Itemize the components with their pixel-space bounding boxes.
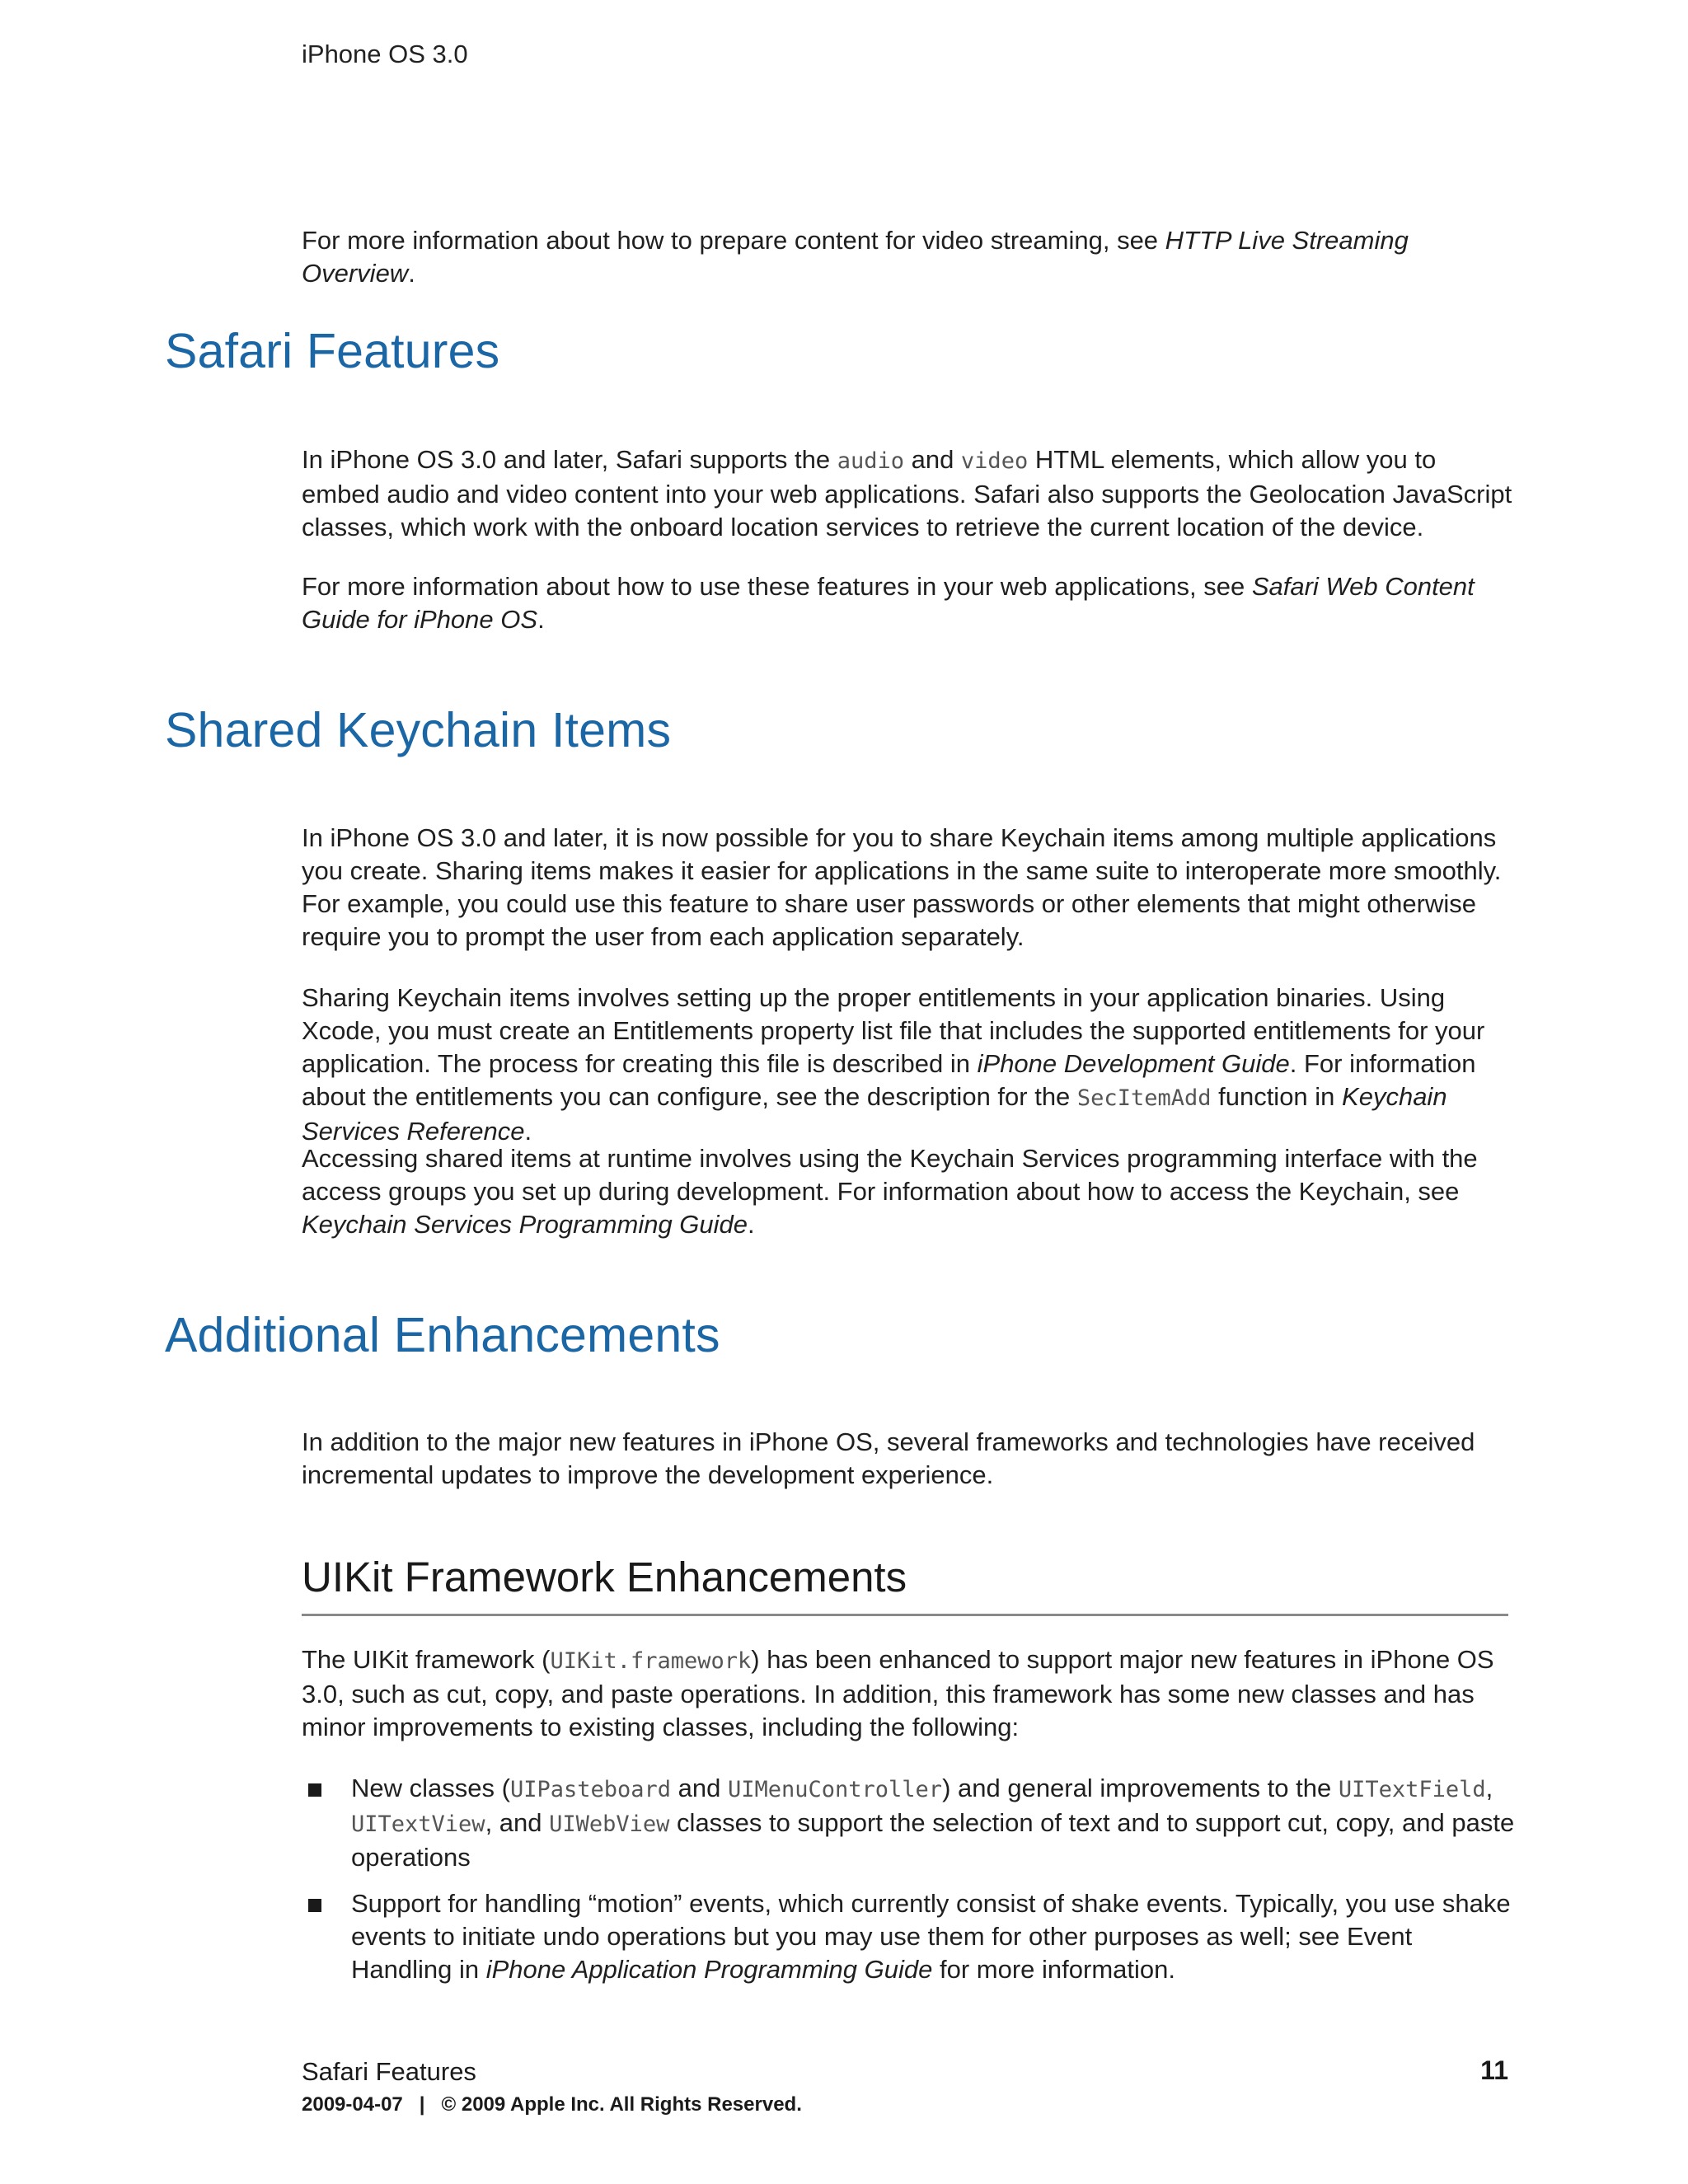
keychain-ref: Keychain Services Reference xyxy=(302,1082,1447,1146)
footer-section-name: Safari Features xyxy=(302,2057,476,2086)
code-uikit-framework: UIKit.framework xyxy=(550,1648,752,1674)
page-number: 11 xyxy=(1480,2055,1508,2085)
safari-guide-ref: Safari Web Content Guide for iPhone OS xyxy=(302,572,1475,634)
additional-paragraph-1: In addition to the major new features in iPhone OS, several frameworks and technologies have received incremental updates to improve the development experience. xyxy=(302,1427,1475,1489)
safari-paragraph-2: For more information about how to use these features in your web applications, see Safari Web Content Guide for iPhone OS. xyxy=(302,572,1475,634)
code-uipasteboard: UIPasteboard xyxy=(509,1777,672,1802)
keychain-paragraph-2: Sharing Keychain items involves setting up the proper entitlements in your application binaries. Using Xcode, you must create an Entitlements property list file that includes the supported entitlements for your application. The process for creating this file is described in iPhone Development Guide. For information about the entitlements you can configure, see the description for the SecItemAdd function in Keychain Services Reference. xyxy=(302,983,1485,1146)
section-title-keychain: Shared Keychain Items xyxy=(165,703,672,757)
uikit-paragraph-1: The UIKit framework (UIKit.framework) has been enhanced to support major new features in iPhone OS 3.0, such as cut, copy, and paste operations. In addition, this framework has some new classes and has minor improvements to existing classes, including the following: xyxy=(302,1645,1494,1741)
uikit-bullet-1: New classes (UIPasteboard and UIMenuController) and general improvements to the UITextField, UITextView, and UIWebView classes to support the selection of text and to support cut, copy, and paste operations xyxy=(351,1774,1515,1872)
bullet-marker xyxy=(308,1899,321,1912)
intro-paragraph: For more information about how to prepare content for video streaming, see HTTP Live Streaming Overview. xyxy=(302,226,1409,288)
footer-copyright: 2009-04-07 | © 2009 Apple Inc. All Rights Reserved. xyxy=(302,2093,802,2116)
running-header: iPhone OS 3.0 xyxy=(302,40,468,68)
streaming-guide-ref: HTTP Live Streaming Overview xyxy=(302,226,1409,288)
keychain-paragraph-3: Accessing shared items at runtime involves using the Keychain Services programming interface with the access groups you set up during development. For information about how to access the Keychain, see Keychain Services Programming Guide. xyxy=(302,1144,1478,1239)
dev-guide-ref: iPhone Development Guide xyxy=(977,1049,1290,1078)
section-title-additional: Additional Enhancements xyxy=(165,1308,720,1362)
subsection-rule xyxy=(302,1614,1508,1616)
keychain-programming-guide-ref: Keychain Services Programming Guide xyxy=(302,1210,748,1239)
code-uimenucontroller: UIMenuController xyxy=(727,1777,943,1802)
code-video: video xyxy=(960,448,1029,474)
bullet-marker xyxy=(308,1783,321,1797)
section-title-safari: Safari Features xyxy=(165,324,500,378)
code-uiwebview: UIWebView xyxy=(549,1811,670,1837)
subsection-title-uikit: UIKit Framework Enhancements xyxy=(302,1554,907,1601)
code-uitextview: UITextView xyxy=(351,1811,485,1837)
app-programming-guide-ref: iPhone Application Programming Guide xyxy=(485,1955,933,1984)
code-uitextfield: UITextField xyxy=(1338,1777,1486,1802)
keychain-paragraph-1: In iPhone OS 3.0 and later, it is now possible for you to share Keychain items among multiple applications you create. Sharing items makes it easier for applications in the same suite to interoperate more smoothly. For example, you could use this feature to share user passwords or other elements that might otherwise require you to prompt the user from each application separately. xyxy=(302,823,1502,951)
code-audio: audio xyxy=(837,448,904,474)
code-secitemadd: SecItemAdd xyxy=(1076,1085,1212,1111)
uikit-bullet-2: Support for handling “motion” events, which currently consist of shake events. Typically, you use shake events to initiate undo operations but you may use them for other purposes as well; see Event Handling in iPhone Application Programming Guide for more information. xyxy=(351,1889,1511,1984)
safari-paragraph-1: In iPhone OS 3.0 and later, Safari supports the audio and video HTML elements, which allow you to embed audio and video content into your web applications. Safari also supports the Geolocation JavaScript classes, which work with the onboard location services to retrieve the current location of the device. xyxy=(302,445,1512,541)
